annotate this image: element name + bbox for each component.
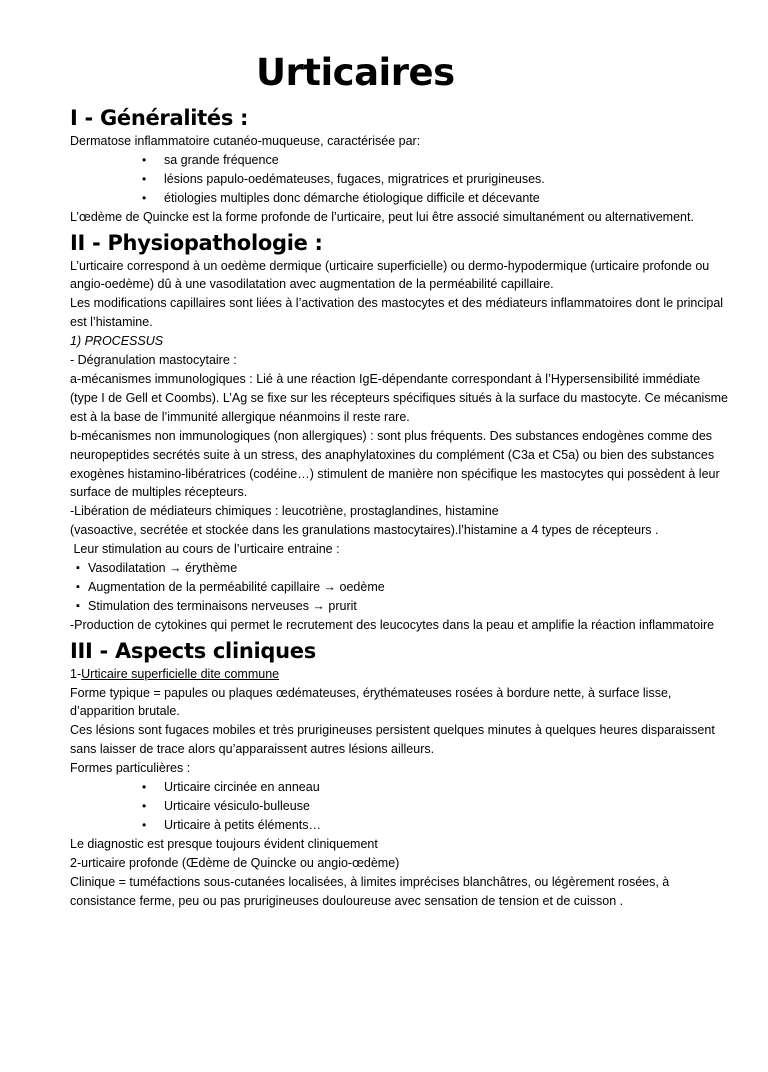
paragraph: - Dégranulation mastocytaire : — [70, 353, 237, 368]
section-heading-physiopathologie: II - Physiopathologie : — [70, 230, 323, 255]
paragraph: Ces lésions sont fugaces mobiles et très prurigineuses persistent quelques minutes à quelques heures disparaissent sans laisser de trace alors qu’apparaissent autres lésions ailleurs. — [70, 723, 715, 757]
list-item: • lésions papulo-oedémateuses, fugaces, migratrices et prurigineuses. — [142, 170, 728, 189]
list-item: • Urticaire vésiculo-bulleuse — [142, 797, 728, 816]
bullet-list — [70, 778, 728, 835]
list-item: • sa grande fréquence — [142, 151, 728, 170]
paragraph: Forme typique = papules ou plaques œdémateuses, érythémateuses rosées à bordure nette, à surface lisse, d’apparition brutale. — [70, 685, 672, 719]
section-heading-generalites: I - Généralités : — [70, 106, 249, 130]
subheading-urticaire-profonde: 2-urticaire profonde (Œdème de Quincke ou angio-œdème) — [70, 855, 400, 870]
paragraph: -Production de cytokines qui permet le recrutement des leucocytes dans la peau et amplifie la réaction inflammatoire — [70, 617, 715, 632]
paragraph: L’urticaire correspond à un oedème dermique (urticaire superficielle) ou dermo-hypodermique (urticaire profonde ou angio-oedème) dû à une vasodilatation avec augmentation de la perméabilité capillaire. — [70, 258, 710, 292]
paragraph: L’œdème de Quincke est la forme profonde de l’urticaire, peut lui être associé simultanément ou alternativement. — [70, 209, 694, 224]
subheading-number: 1- — [70, 666, 82, 681]
bullet-list — [70, 151, 728, 208]
paragraph: Clinique = tuméfactions sous-cutanées localisées, à limites imprécises blanchâtres, ou légèrement rosées, à consistance ferme, peu ou pas prurigineuses douloureuse avec sensation de tension et de cuisson . — [70, 874, 670, 908]
list-item: ▪ Augmentation de la perméabilité capillaire → oedème — [76, 578, 728, 597]
document-title: Urticaires — [256, 51, 455, 94]
paragraph: Formes particulières : — [70, 761, 191, 776]
subheading-urticaire-superficielle — [70, 665, 728, 684]
paragraph: Leur stimulation au cours de l’urticaire entraine : — [70, 542, 340, 557]
subheading-text: Urticaire superficielle dite commune — [81, 666, 280, 681]
list-item: ▪ Vasodilatation → érythème — [76, 559, 728, 578]
effects-list — [70, 559, 728, 616]
paragraph: Dermatose inflammatoire cutanéo-muqueuse, caractérisée par: — [70, 134, 421, 148]
paragraph: Le diagnostic est presque toujours évident cliniquement — [70, 836, 378, 851]
list-item: ▪ Stimulation des terminaisons nerveuses → prurit — [76, 597, 728, 616]
document-page — [0, 48, 768, 1072]
list-item: • Urticaire circinée en anneau — [142, 778, 728, 797]
paragraph: (vasoactive, secrétée et stockée dans les granulations mastocytaires).l’histamine a 4 types de récepteurs . — [70, 523, 659, 538]
list-item: • Urticaire à petits éléments… — [142, 816, 728, 835]
paragraph: -Libération de médiateurs chimiques : leucotriène, prostaglandines, histamine — [70, 504, 499, 519]
paragraph: b-mécanismes non immunologiques (non allergiques) : sont plus fréquents. Des substances endogènes comme des neuropeptides secrétés suite à un stress, des anaphylatoxines du complément (C3a et C5a) ou bien des substances exogènes histamino-libératrices (codéine…) stimulent de manière non spécifique les mastocytes qui possèdent à leur surface de multiples récepteurs. — [70, 428, 720, 500]
paragraph: Les modifications capillaires sont liées à l’activation des mastocytes et des médiateurs inflammatoires dont le principal est l’histamine. — [70, 296, 724, 330]
paragraph: a-mécanismes immunologiques : Lié à une réaction IgE-dépendante correspondant à l’Hypersensibilité immédiate (type I de Gell et Coombs). L’Ag se fixe sur les récepteurs spécifiques situés à la surface du mastocyte. Ce mécanisme est à la base de l’immunité allergique néanmoins il reste rare. — [70, 371, 728, 424]
list-item: • étiologies multiples donc démarche étiologique difficile et décevante — [142, 189, 728, 208]
section-heading-aspects-cliniques: III - Aspects cliniques — [70, 638, 316, 663]
subheading-processus: 1) PROCESSUS — [70, 334, 164, 349]
